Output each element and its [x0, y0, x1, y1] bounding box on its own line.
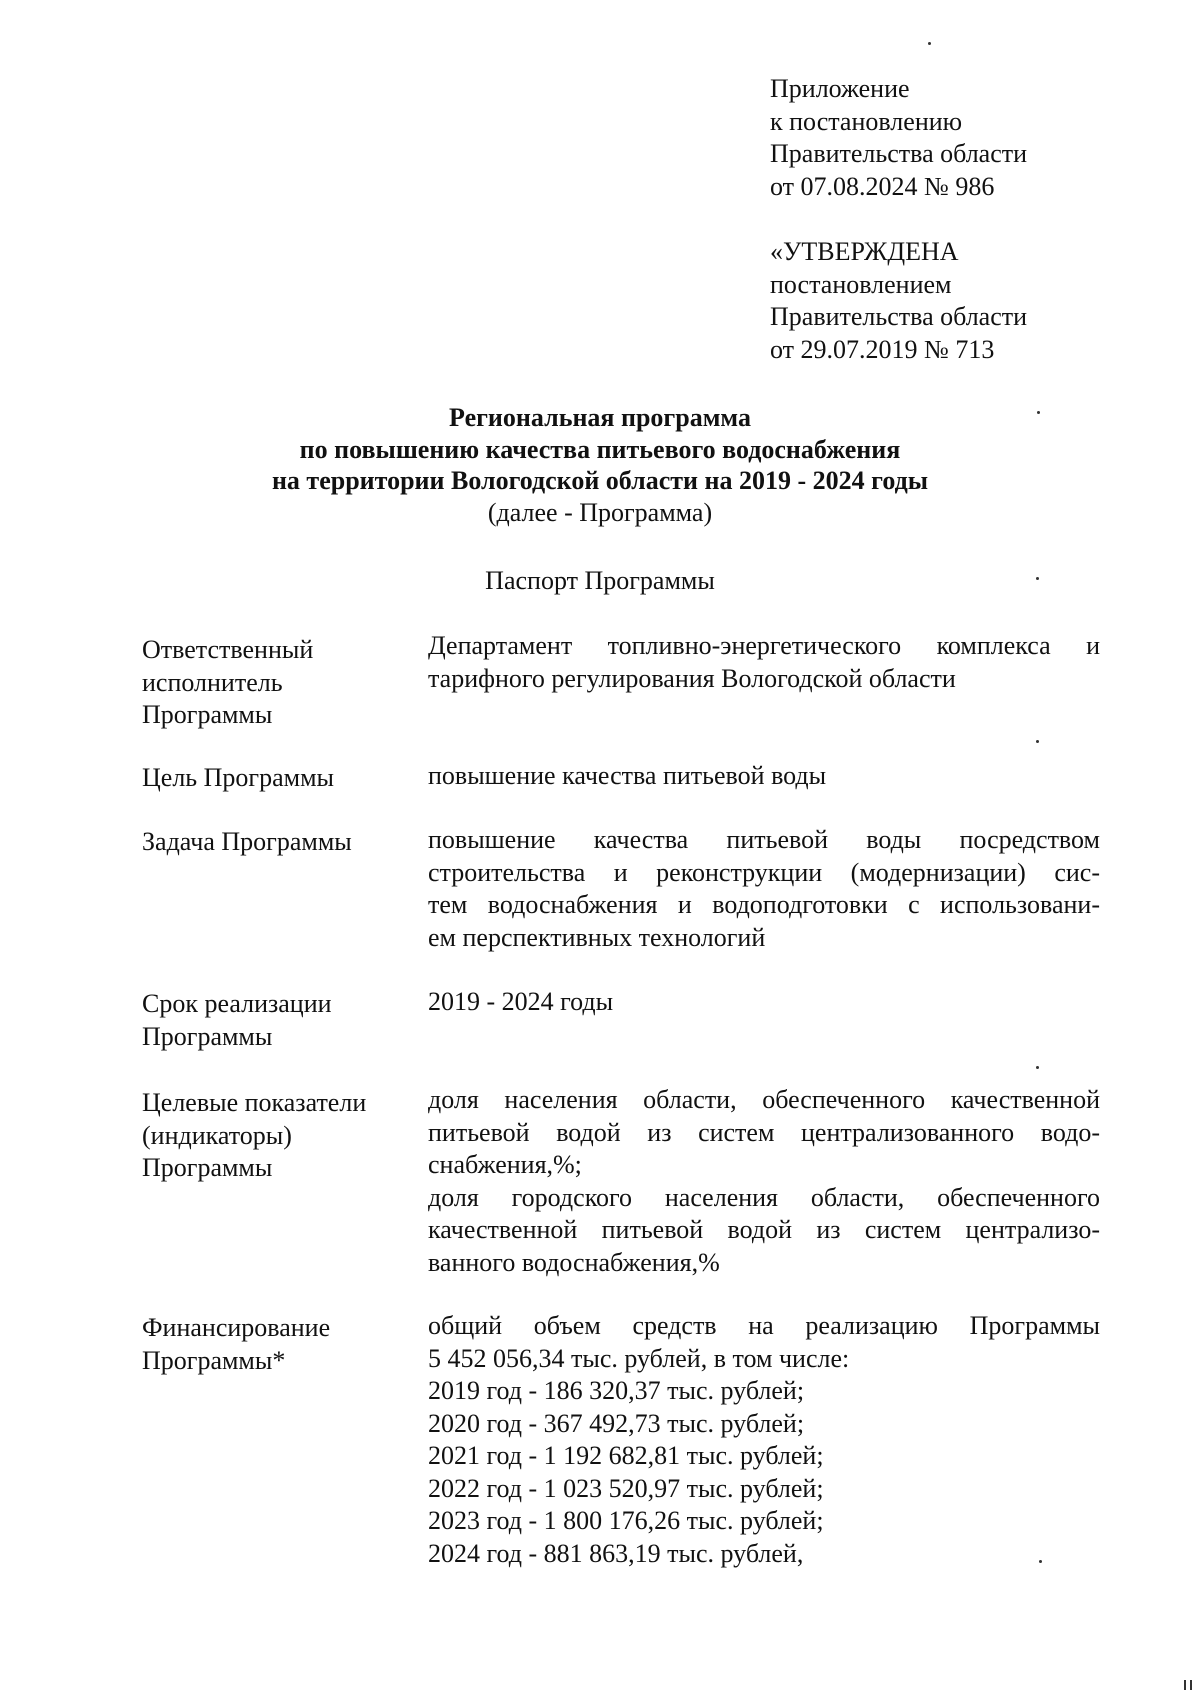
passport-row-value: [428, 1310, 1100, 1570]
label-line: Программы: [142, 1021, 273, 1051]
approval-line: постановлением: [770, 269, 952, 299]
value-line: питьевой водой из систем централизованного водо-: [428, 1117, 1100, 1147]
label-line: Программы: [142, 700, 273, 729]
passport-row-value: [428, 1084, 1100, 1279]
passport-row-label: [142, 762, 392, 795]
label-line: Программы*: [142, 1345, 286, 1375]
scan-speck: [1037, 411, 1040, 414]
value-line: повышение качества питьевой воды посредством: [428, 825, 1100, 854]
approval-line: «УТВЕРЖДЕНА: [770, 237, 959, 266]
approval-line: Правительства области: [770, 302, 1028, 331]
value-line: повышение качества питьевой воды: [428, 761, 827, 790]
title-line: на территории Вологодской области на 2019 - 2024 годы: [271, 466, 929, 495]
value-line: 5 452 056,34 тыс. рублей, в том числе:: [428, 1343, 850, 1373]
scan-edge-mark: [1184, 1680, 1186, 1690]
passport-row-label: [142, 634, 392, 732]
passport-row-value: [428, 760, 1100, 793]
value-line: тем водоснабжения и водоподготовки с использовани-: [428, 890, 1100, 919]
title-line: по повышению качества питьевого водоснабжения: [299, 434, 901, 464]
label-line: Срок реализации: [142, 989, 332, 1018]
appendix-date-number: от 07.08.2024 № 986: [770, 171, 995, 201]
label-line: Целевые показатели: [142, 1088, 367, 1117]
appendix-line: Приложение: [770, 74, 910, 103]
value-line: доля городского населения области, обеспеченного: [428, 1182, 1100, 1212]
passport-row-label: [142, 988, 392, 1053]
value-line: 2019 - 2024 годы: [428, 987, 614, 1016]
appendix-line: к постановлению: [770, 106, 963, 136]
scan-speck: [1036, 1066, 1039, 1069]
label-line: Программы: [142, 1153, 273, 1182]
appendix-block: [770, 73, 1027, 203]
document-title: [0, 402, 1200, 528]
approval-block: [770, 236, 1027, 366]
value-line: общий объем средств на реализацию Программы: [428, 1311, 1100, 1340]
passport-row-value: [428, 986, 1100, 1019]
value-line: 2024 год - 881 863,19 тыс. рублей,: [428, 1538, 804, 1568]
value-line: Департамент топливно-энергетического комплекса и: [428, 631, 1100, 660]
value-line: доля населения области, обеспеченного качественной: [428, 1085, 1100, 1114]
value-line: 2020 год - 367 492,73 тыс. рублей;: [428, 1408, 805, 1438]
value-line: качественной питьевой водой из систем централизо-: [428, 1215, 1100, 1244]
value-line: ем перспективных технологий: [428, 922, 766, 952]
scan-edge-mark: [1190, 1680, 1192, 1690]
label-line: Задача Программы: [142, 827, 352, 856]
value-line: тарифного регулирования Вологодской области: [428, 663, 956, 693]
passport-row-label: [142, 1087, 392, 1185]
passport-heading: Паспорт Программы: [485, 566, 715, 595]
label-line: Цель Программы: [142, 763, 335, 792]
value-line: 2022 год - 1 023 520,97 тыс. рублей;: [428, 1473, 824, 1503]
value-line: строительства и реконструкции (модернизации) сис-: [428, 857, 1100, 887]
approval-date-number: от 29.07.2019 № 713: [770, 334, 995, 364]
label-line: (индикаторы): [142, 1120, 292, 1150]
label-line: Финансирование: [142, 1313, 331, 1342]
passport-row-label: [142, 1312, 392, 1377]
appendix-line: Правительства области: [770, 139, 1028, 168]
value-line: 2023 год - 1 800 176,26 тыс. рублей;: [428, 1506, 824, 1535]
value-line: ванного водоснабжения,%: [428, 1247, 720, 1277]
passport-row-value: [428, 630, 1100, 695]
title-line: Региональная программа: [449, 403, 751, 432]
scan-speck: [1036, 740, 1039, 743]
label-line: Ответственный: [142, 635, 314, 664]
passport-row-value: [428, 824, 1100, 954]
label-line: исполнитель: [142, 667, 283, 697]
value-line: снабжения,%;: [428, 1150, 582, 1179]
scan-speck: [928, 42, 931, 45]
title-subtitle: (далее - Программа): [487, 497, 713, 527]
value-line: 2021 год - 1 192 682,81 тыс. рублей;: [428, 1441, 824, 1470]
scan-speck: [1036, 577, 1039, 580]
scan-speck: [1039, 1560, 1042, 1563]
value-line: 2019 год - 186 320,37 тыс. рублей;: [428, 1376, 805, 1405]
passport-row-label: [142, 826, 392, 859]
